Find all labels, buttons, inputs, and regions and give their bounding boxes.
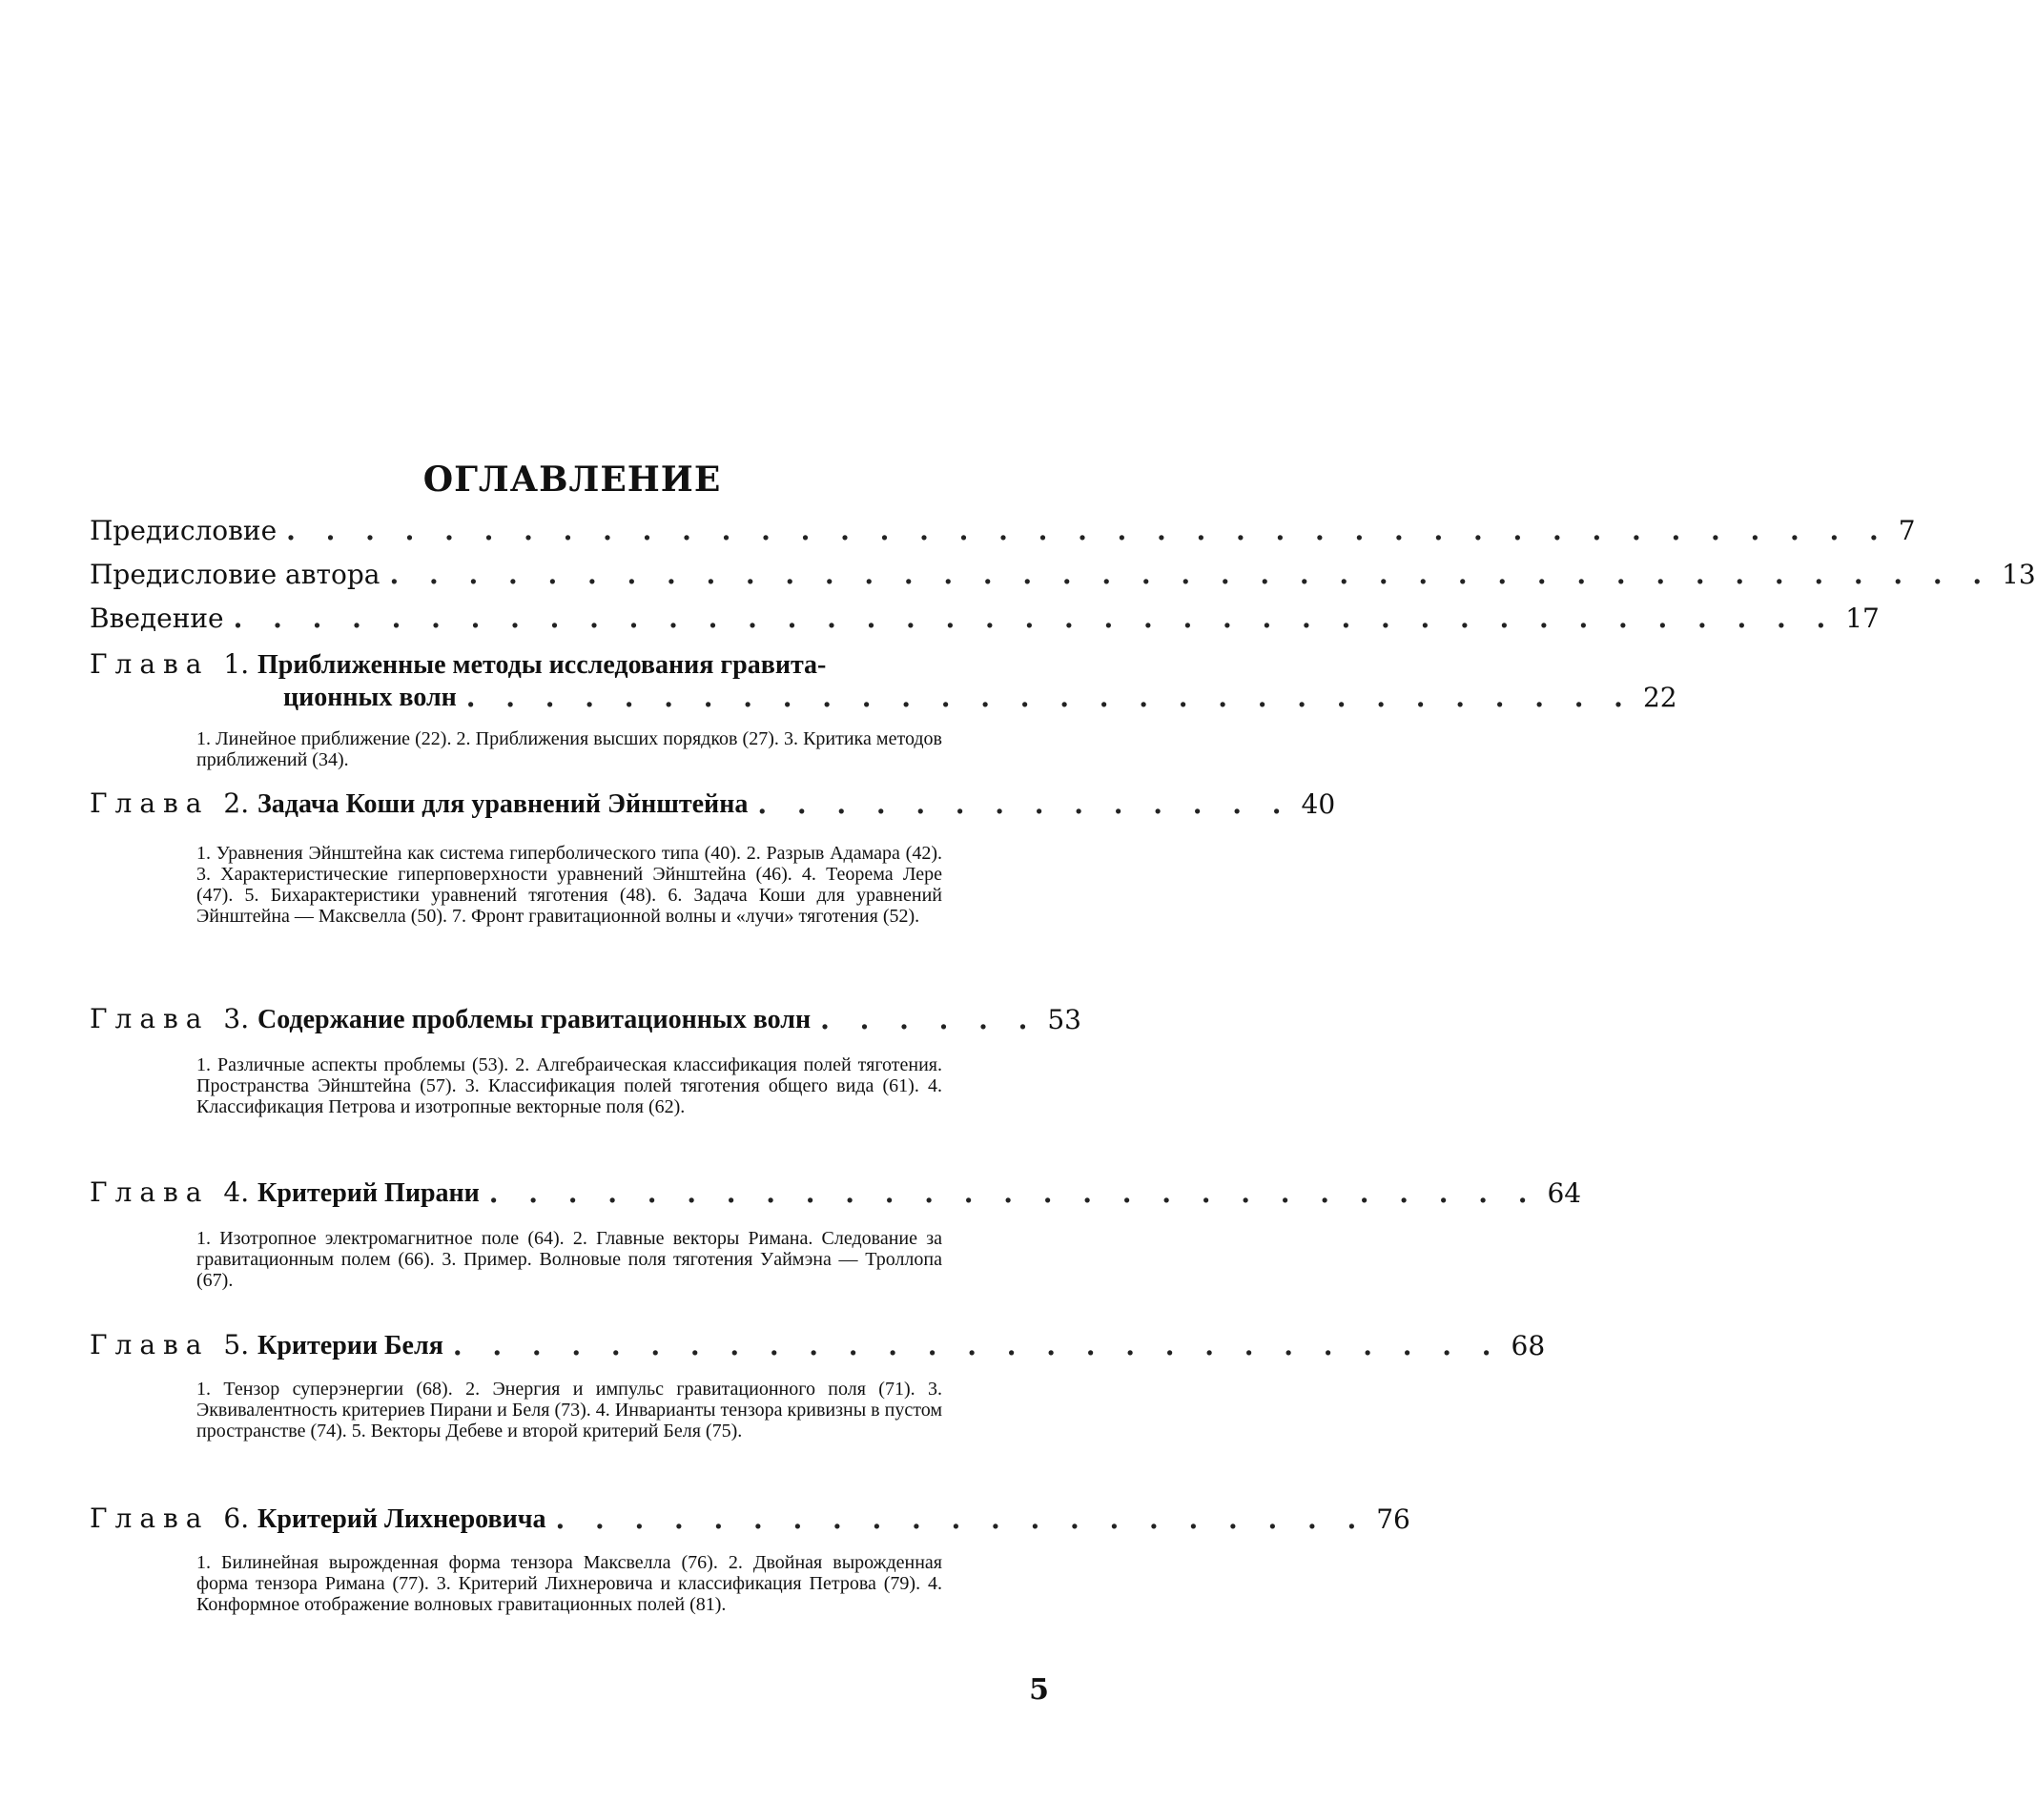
- toc-chapter-4: [90, 1176, 1582, 1210]
- chapter-page: 68: [1511, 1330, 1546, 1361]
- chapter-page: 40: [1301, 788, 1336, 820]
- chapter-number: 6.: [223, 1503, 250, 1534]
- chapter-title: Задача Коши для уравнений Эйнштейна: [257, 789, 749, 819]
- page-title: ОГЛАВЛЕНИЕ: [422, 460, 722, 500]
- chapter-label: Глава: [90, 1329, 210, 1360]
- toc-entry-introduction: [90, 603, 1880, 635]
- chapter-label: Глава: [90, 1003, 210, 1034]
- leader-dots: . . . . . . . . . . . . . .: [757, 788, 1292, 820]
- entry-page: 7: [1898, 515, 1916, 546]
- chapter-page: 53: [1047, 1004, 1081, 1035]
- leader-dots: . . . . . . . . . . . . . . . . . . . . .: [555, 1503, 1368, 1535]
- toc-chapter-3: [90, 1003, 1081, 1036]
- chapter-label: Глава: [90, 1176, 210, 1208]
- chapter-label: Глава: [90, 648, 210, 680]
- chapter-title: Критерии Беля: [257, 1331, 443, 1360]
- chapter-title-continued: ционных волн: [283, 683, 457, 712]
- entry-label: Предисловие автора: [90, 559, 380, 590]
- toc-entry-author-preface: [90, 559, 2036, 591]
- chapter-title: Приближенные методы исследования гравита-: [257, 650, 827, 680]
- chapter-title: Критерий Лихнеровича: [257, 1504, 546, 1534]
- leader-dots: . . . . . . . . . . . . . . . . . . . . . . . . . . . . . . . . . . . . . . . . .: [286, 515, 1889, 546]
- toc-chapter-1: [90, 648, 1677, 714]
- chapter-page: 22: [1642, 682, 1677, 713]
- toc-entry-preface: [90, 515, 1916, 547]
- page-number: 5: [1029, 1673, 1049, 1707]
- leader-dots: . . . . . . . . . . . . . . . . . . . . . . . . . . .: [452, 1330, 1502, 1361]
- chapter-5-sections: 1. Тензор суперэнергии (68). 2. Энергия и импульс гравитационного поля (71). 3. Эквивалентность критериев Пирани и Беля (73). 4. Инварианты тензора кривизны в пустом пространстве (74). 5. Векторы Дебеве и второй критерий Беля (75).: [196, 1379, 942, 1442]
- entry-page: 17: [1845, 603, 1880, 634]
- leader-dots: . . . . . . . . . . . . . . . . . . . . . . . . . . .: [488, 1177, 1538, 1209]
- chapter-label: Глава: [90, 1503, 210, 1534]
- chapter-number: 2.: [223, 787, 250, 819]
- leader-dots: . . . . . . . . . . . . . . . . . . . . . . . . . . . . . . . . . . . . . . . . .: [389, 559, 1993, 590]
- chapter-number: 3.: [223, 1003, 250, 1034]
- chapter-6-sections: 1. Билинейная вырожденная форма тензора Максвелла (76). 2. Двойная вырожденная форма тензора Римана (77). 3. Критерий Лихнеровича и классификация Петрова (79). 4. Конформное отображение волновых гравитационных полей (81).: [196, 1552, 942, 1615]
- leader-dots: . . . . . . . . . . . . . . . . . . . . . . . . . . . . . .: [465, 682, 1634, 713]
- toc-chapter-2: [90, 787, 1336, 821]
- entry-label: Введение: [90, 603, 224, 634]
- chapter-4-sections: 1. Изотропное электромагнитное поле (64). 2. Главные векторы Римана. Следование за гравитационным полем (66). 3. Пример. Волновые поля тяготения Уаймэна — Троллопа (67).: [196, 1228, 942, 1291]
- chapter-number: 1.: [223, 648, 250, 680]
- chapter-3-sections: 1. Различные аспекты проблемы (53). 2. Алгебраическая классификация полей тяготения. Пространства Эйнштейна (57). 3. Классификация полей тяготения общего вида (61). 4. Классификация Петрова и изотропные векторные поля (62).: [196, 1054, 942, 1117]
- leader-dots: . . . . . . . . . . . . . . . . . . . . . . . . . . . . . . . . . . . . . . . . .: [233, 603, 1837, 634]
- leader-dots: . . . . . .: [820, 1004, 1039, 1035]
- chapter-page: 76: [1376, 1503, 1410, 1535]
- chapter-1-sections: 1. Линейное приближение (22). 2. Приближения высших порядков (27). 3. Критика методов приближений (34).: [196, 728, 942, 770]
- chapter-title: Критерий Пирани: [257, 1178, 480, 1208]
- entry-page: 13: [2002, 559, 2036, 590]
- toc-chapter-6: [90, 1503, 1410, 1536]
- chapter-page: 64: [1547, 1177, 1582, 1209]
- chapter-number: 5.: [223, 1329, 250, 1360]
- chapter-label: Глава: [90, 787, 210, 819]
- entry-label: Предисловие: [90, 515, 278, 546]
- chapter-2-sections: 1. Уравнения Эйнштейна как система гиперболического типа (40). 2. Разрыв Адамара (42). 3. Характеристические гиперповерхности уравнений Эйнштейна (46). 4. Теорема Лере (47). 5. Бихарактеристики уравнений тяготения (48). 6. Задача Коши для уравнений Эйнштейна — Максвелла (50). 7. Фронт гравитационной волны и «лучи» тяготения (52).: [196, 843, 942, 927]
- chapter-title: Содержание проблемы гравитационных волн: [257, 1005, 812, 1034]
- toc-chapter-5: [90, 1329, 1546, 1362]
- chapter-number: 4.: [223, 1176, 250, 1208]
